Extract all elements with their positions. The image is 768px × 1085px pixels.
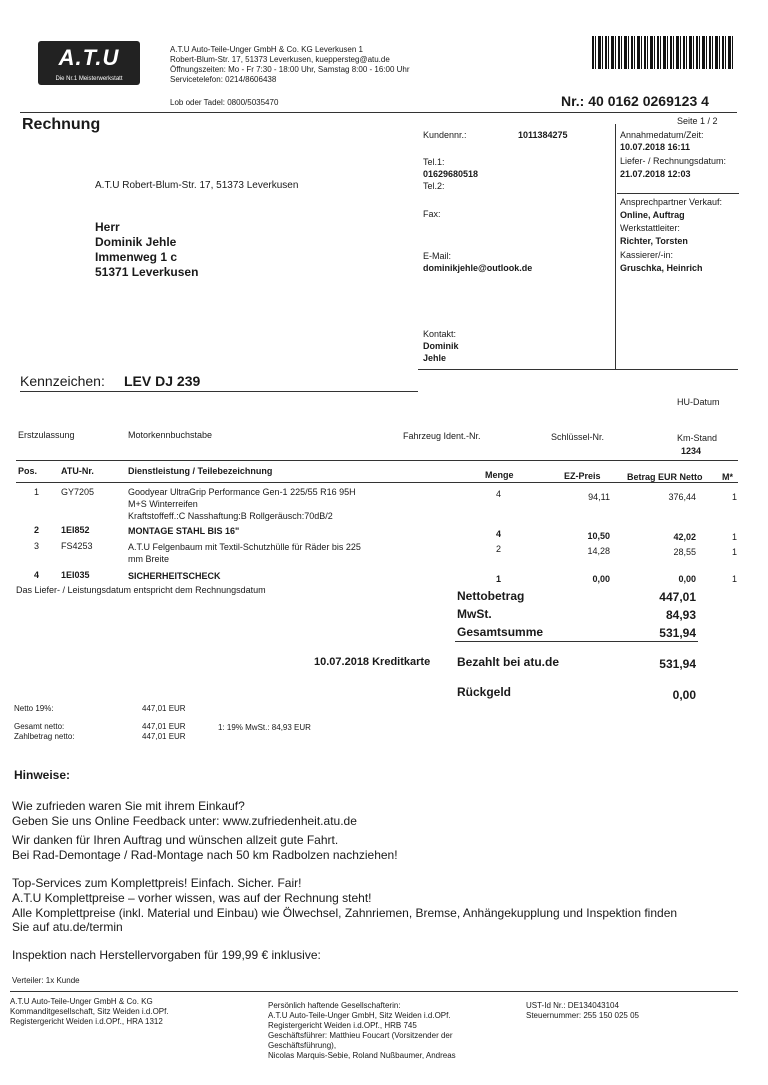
row3-m: 1: [732, 547, 738, 557]
plate-label: Kennzeichen:: [20, 373, 105, 389]
plate-underline: [20, 391, 418, 392]
footer-col3-line1: UST-Id Nr.: DE134043104: [526, 1001, 619, 1010]
row2-pos: 2: [34, 525, 40, 535]
pay-net-label: Zahlbetrag netto:: [14, 732, 75, 741]
accepted-value: 10.07.2018 16:11: [620, 142, 691, 152]
right-info-divider: [617, 193, 739, 194]
row1-pos: 1: [34, 487, 40, 497]
contact-label: Kontakt:: [423, 329, 457, 339]
notes-line-2: Geben Sie uns Online Feedback unter: www.zufriedenheit.atu.de: [12, 814, 357, 828]
notes-line-6: A.T.U Komplettpreise – vorher wissen, was auf der Rechnung steht!: [12, 891, 372, 905]
contact-first: Dominik: [423, 341, 459, 351]
payment-info: 10.07.2018 Kreditkarte: [314, 656, 431, 668]
customer-no: 1011384275: [518, 130, 568, 140]
km-value: 1234: [681, 446, 702, 456]
logo-subtitle: Die Nr.1 Meisterwerkstatt: [55, 76, 123, 82]
atu-logo: [38, 41, 140, 85]
header-divider: [20, 112, 737, 113]
recipient-street: Immenweg 1 c: [95, 250, 178, 264]
total-net-label: Gesamt netto:: [14, 722, 65, 731]
barcode: [592, 36, 734, 69]
col-atu: ATU-Nr.: [61, 466, 94, 476]
delivery-label: Liefer- / Rechnungsdatum:: [620, 156, 727, 166]
delivery-value: 21.07.2018 12:03: [620, 169, 691, 179]
row1-price: 94,11: [588, 492, 610, 502]
row2-amount: 42,02: [673, 532, 696, 542]
total-value: 531,94: [659, 626, 696, 640]
row4-qty: 1: [496, 574, 502, 584]
change-value: 0,00: [672, 688, 696, 702]
notes-line-8: Sie auf atu.de/termin: [12, 920, 123, 934]
recipient-name: Dominik Jehle: [95, 235, 177, 249]
logo-text: A.T.U: [58, 45, 120, 70]
row3-price: 14,28: [587, 546, 610, 556]
total-net-value: 447,01 EUR: [142, 722, 186, 731]
vat-label: MwSt.: [457, 607, 492, 621]
tel1-label: Tel.1:: [423, 157, 445, 167]
email-value: dominikjehle@outlook.de: [423, 263, 533, 273]
footer-col2-line5: Geschäftsführung),: [268, 1041, 337, 1050]
row2-m: 1: [732, 532, 738, 542]
vehicle-divider: [16, 460, 738, 461]
col-price: EZ-Preis: [564, 471, 601, 481]
row4-amount: 0,00: [678, 574, 696, 584]
workshop-value: Richter, Torsten: [620, 236, 688, 246]
netto19-value: 447,01 EUR: [142, 704, 186, 713]
net-value: 447,01: [659, 590, 696, 604]
row1-qty: 4: [496, 489, 502, 499]
row4-atu: 1EI035: [61, 570, 90, 580]
customer-no-label: Kundennr.:: [423, 130, 467, 140]
plate-value: LEV DJ 239: [124, 373, 201, 389]
right-divider: [615, 124, 616, 370]
footer-col1-line3: Registergericht Weiden i.d.OPf., HRA 1312: [10, 1017, 163, 1026]
vat-line: 1: 19% MwSt.: 84,93 EUR: [218, 723, 311, 732]
paid-value: 531,94: [659, 657, 696, 671]
footer-col2-line2: A.T.U Auto-Teile-Unger GmbH, Sitz Weiden i.d.OPf.: [268, 1011, 451, 1020]
page-indicator: Seite 1 / 2: [677, 116, 718, 126]
cashier-label: Kassierer/-in:: [620, 250, 674, 260]
vat-value: 84,93: [665, 608, 696, 622]
row1-atu: GY7205: [61, 487, 95, 497]
notes-title: Hinweise:: [14, 768, 71, 782]
sender-line: A.T.U Robert-Blum-Str. 17, 51373 Leverkusen: [95, 180, 299, 191]
row3-qty: 2: [496, 544, 502, 554]
row4-price: 0,00: [592, 574, 610, 584]
first-registration-label: Erstzulassung: [18, 430, 75, 440]
row3-desc2: mm Breite: [128, 554, 170, 564]
accepted-label: Annahmedatum/Zeit:: [620, 130, 704, 140]
net-label: Nettobetrag: [457, 589, 525, 603]
company-line-1: A.T.U Auto-Teile-Unger GmbH & Co. KG Leverkusen 1: [170, 45, 363, 54]
sales-label: Ansprechpartner Verkauf:: [620, 197, 723, 207]
row1-amount: 376,44: [668, 492, 696, 502]
engine-code-label: Motorkennbuchstabe: [128, 430, 213, 440]
row4-m: 1: [732, 574, 738, 584]
row2-price: 10,50: [587, 531, 610, 541]
row1-desc1: Goodyear UltraGrip Performance Gen-1 225/55 R16 95H: [128, 487, 356, 497]
row1-desc2: M+S Winterreifen: [128, 499, 198, 509]
notes-line-1: Wie zufrieden waren Sie mit ihrem Einkauf?: [12, 799, 245, 813]
invoice-title: Rechnung: [22, 116, 101, 133]
company-line-3: Öffnungszeiten: Mo - Fr 7:30 - 18:00 Uhr, Samstag 8:00 - 16:00 Uhr: [170, 65, 410, 74]
fax-label: Fax:: [423, 209, 441, 219]
notes-line-5: Top-Services zum Komplettpreis! Einfach. Sicher. Fair!: [12, 876, 302, 890]
vin-label: Fahrzeug Ident.-Nr.: [403, 431, 481, 441]
pay-net-value: 447,01 EUR: [142, 732, 186, 741]
lob-tadel: Lob oder Tadel: 0800/5035470: [170, 98, 279, 107]
workshop-label: Werkstattleiter:: [620, 223, 680, 233]
hu-date-label: HU-Datum: [677, 397, 720, 407]
col-m: M*: [722, 472, 733, 482]
row1-m: 1: [732, 492, 738, 502]
table-header-line: [16, 482, 738, 483]
change-label: Rückgeld: [457, 685, 512, 699]
col-pos: Pos.: [18, 466, 38, 476]
row1-desc3: Kraftstoffeff.:C Nasshaftung:B Rollgeräusch:70dB/2: [128, 511, 333, 521]
total-underline: [455, 641, 698, 642]
row2-qty: 4: [496, 529, 502, 539]
cashier-value: Gruschka, Heinrich: [620, 263, 703, 273]
row3-desc1: A.T.U Felgenbaum mit Textil-Schutzhülle für Räder bis 225: [128, 542, 361, 552]
row2-atu: 1EI852: [61, 525, 90, 535]
notes-line-4: Bei Rad-Demontage / Rad-Montage nach 50 km Radbolzen nachziehen!: [12, 848, 398, 862]
invoice-number: Nr.: 40 0162 0269123 4: [561, 93, 709, 109]
footer-col2-line4: Geschäftsführer: Matthieu Foucart (Vorsitzender der: [268, 1031, 453, 1040]
recipient-salutation: Herr: [95, 220, 120, 234]
footer-col2-line3: Registergericht Weiden i.d.OPf., HRB 745: [268, 1021, 417, 1030]
col-qty: Menge: [485, 470, 514, 480]
key-no-label: Schlüssel-Nr.: [551, 432, 605, 442]
row3-pos: 3: [34, 541, 40, 551]
company-line-2: Robert-Blum-Str. 17, 51373 Leverkusen, kueppersteg@atu.de: [170, 55, 390, 64]
tel1-value: 01629680518: [423, 169, 479, 179]
row3-atu: FS4253: [61, 541, 93, 551]
footer-col2-line1: Persönlich haftende Gesellschafterin:: [268, 1001, 401, 1010]
footer-col3-line2: Steuernummer: 255 150 025 05: [526, 1011, 639, 1020]
row4-desc1: SICHERHEITSCHECK: [128, 571, 221, 581]
email-label: E-Mail:: [423, 251, 452, 261]
contact-last: Jehle: [423, 353, 447, 363]
col-amount: Betrag EUR Netto: [627, 472, 703, 482]
paid-label: Bezahlt bei atu.de: [457, 655, 560, 669]
total-label: Gesamtsumme: [457, 625, 544, 639]
delivery-note: Das Liefer- / Leistungsdatum entspricht dem Rechnungsdatum: [16, 585, 266, 595]
row2-desc1: MONTAGE STAHL BIS 16": [128, 526, 240, 536]
col-desc: Dienstleistung / Teilebezeichnung: [128, 466, 273, 476]
tel2-label: Tel.2:: [423, 181, 445, 191]
distribution: Verteiler: 1x Kunde: [12, 976, 80, 985]
info-bottom-line: [418, 369, 738, 370]
netto19-label: Netto 19%:: [14, 704, 54, 713]
notes-line-3: Wir danken für Ihren Auftrag und wünschen allzeit gute Fahrt.: [12, 833, 339, 847]
notes-line-9: Inspektion nach Herstellervorgaben für 199,99 € inklusive:: [12, 948, 321, 962]
sales-value: Online, Auftrag: [620, 210, 685, 220]
row3-amount: 28,55: [673, 547, 696, 557]
footer-col1-line2: Kommanditgesellschaft, Sitz Weiden i.d.OPf.: [10, 1007, 169, 1016]
footer-col1-line1: A.T.U Auto-Teile-Unger GmbH & Co. KG: [10, 997, 153, 1006]
recipient-city: 51371 Leverkusen: [95, 265, 199, 279]
footer-divider: [10, 991, 738, 992]
company-line-4: Servicetelefon: 0214/8606438: [170, 75, 277, 84]
km-label: Km-Stand: [677, 433, 718, 443]
notes-line-7: Alle Komplettpreise (inkl. Material und Einbau) wie Ölwechsel, Zahnriemen, Bremse, Anhängekupplung und Inspektion finden: [12, 906, 678, 920]
footer-col2-line6: Nicolas Marquis-Sebie, Roland Nußbaumer, Andreas: [268, 1051, 456, 1060]
row4-pos: 4: [34, 570, 40, 580]
